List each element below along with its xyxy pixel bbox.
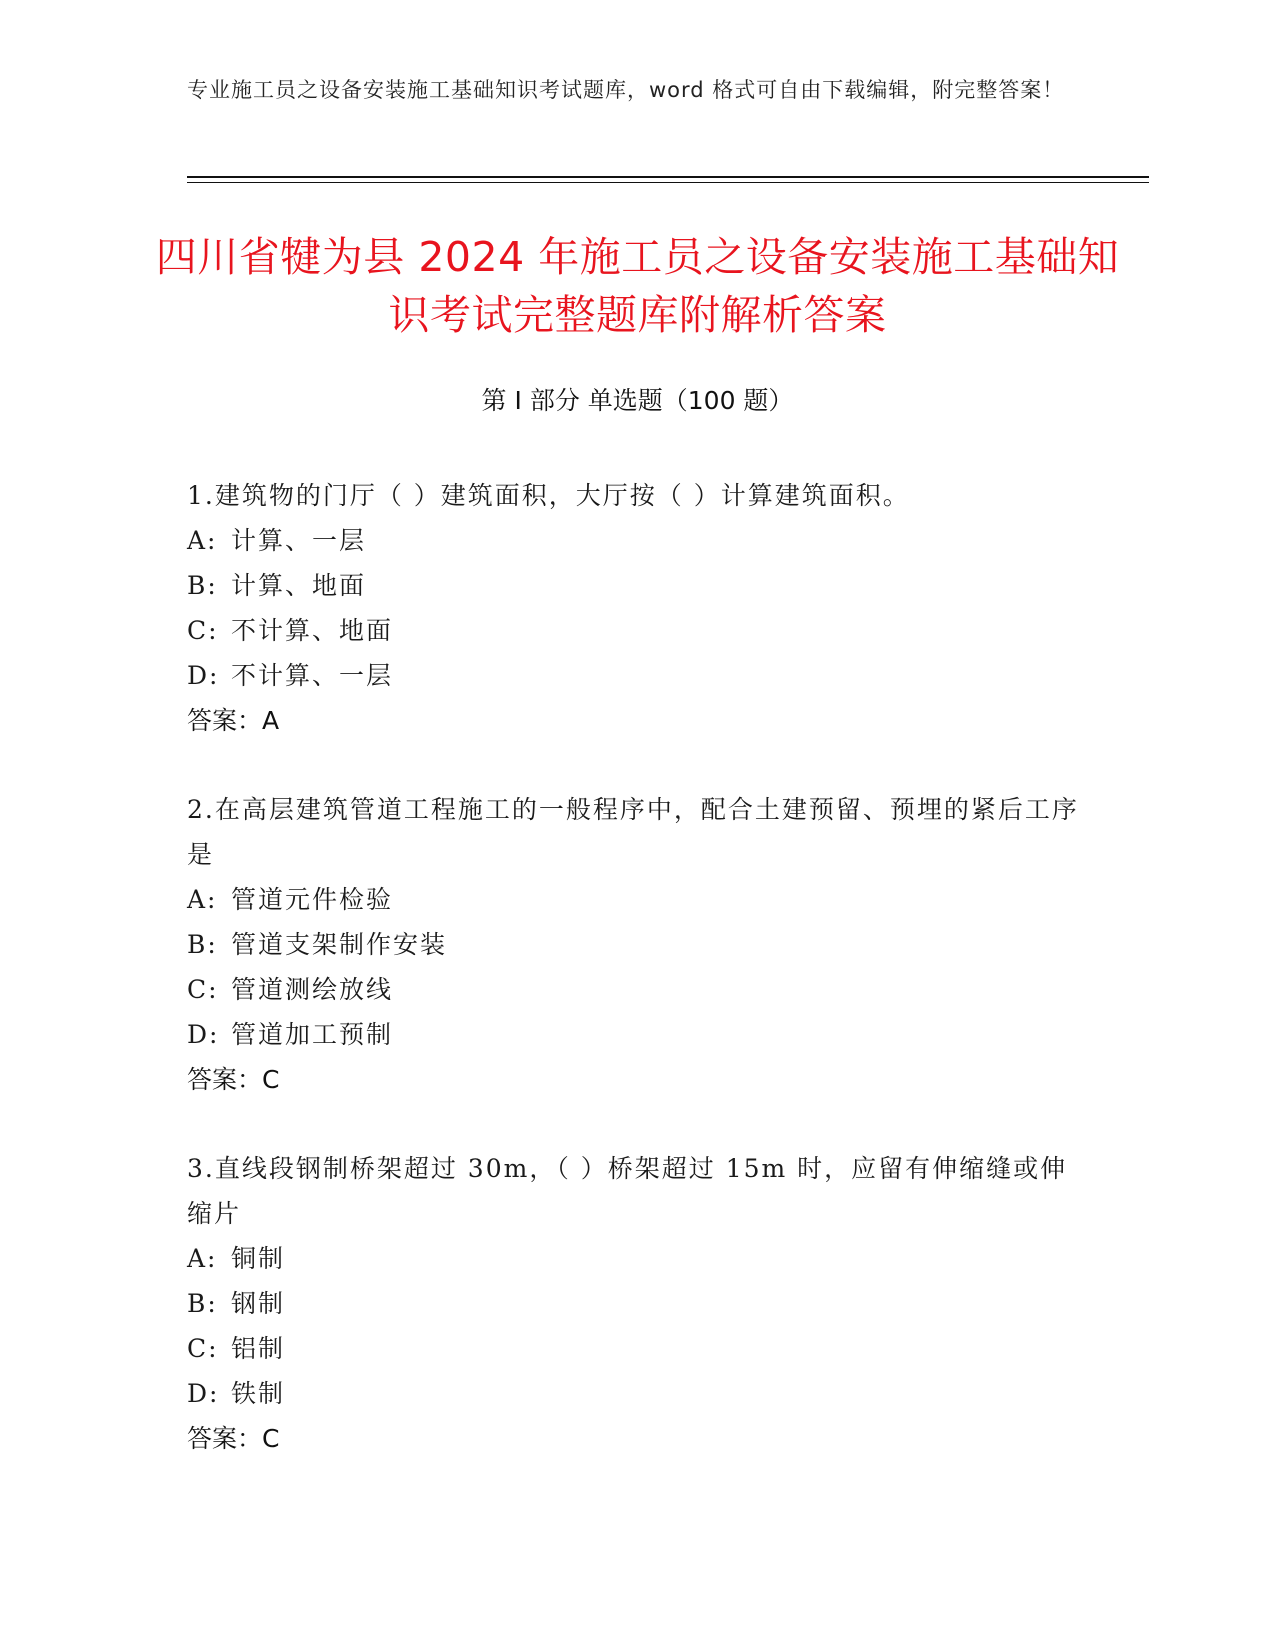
option-key: C: bbox=[187, 616, 219, 645]
question-stem: 1.建筑物的门厅（ ）建筑面积，大厅按（ ）计算建筑面积。 bbox=[187, 481, 910, 510]
option-key: B: bbox=[187, 930, 218, 959]
option-b bbox=[187, 563, 1087, 608]
option-key: D: bbox=[187, 1020, 220, 1049]
question-list bbox=[187, 473, 1087, 1505]
option-c bbox=[187, 608, 1087, 653]
question-3 bbox=[187, 1146, 1087, 1461]
answer-value: A bbox=[262, 706, 280, 735]
option-text: 管道元件检验 bbox=[231, 885, 394, 914]
option-key: A: bbox=[187, 885, 218, 914]
header-rule-thick bbox=[187, 176, 1149, 178]
option-c bbox=[187, 967, 1087, 1012]
answer-line bbox=[187, 698, 1087, 743]
option-b bbox=[187, 922, 1087, 967]
option-b bbox=[187, 1281, 1087, 1326]
option-text: 铁制 bbox=[231, 1379, 286, 1408]
option-text: 计算、一层 bbox=[231, 526, 367, 555]
option-text: 铝制 bbox=[231, 1334, 286, 1363]
option-key: D: bbox=[187, 661, 220, 690]
question-stem: 2.在高层建筑管道工程施工的一般程序中，配合土建预留、预埋的紧后工序是 bbox=[187, 795, 1079, 869]
option-d bbox=[187, 1012, 1087, 1057]
option-text: 管道测绘放线 bbox=[231, 975, 394, 1004]
option-key: B: bbox=[187, 1289, 218, 1318]
option-key: C: bbox=[187, 975, 219, 1004]
question-stem: 3.直线段钢制桥架超过 30m，（ ）桥架超过 15m 时，应留有伸缩缝或伸缩片 bbox=[187, 1154, 1068, 1228]
answer-label: 答案： bbox=[187, 1424, 263, 1453]
answer-value: C bbox=[262, 1424, 280, 1453]
section-title: 第 I 部分 单选题（100 题） bbox=[481, 386, 794, 415]
option-a bbox=[187, 877, 1087, 922]
option-d bbox=[187, 1371, 1087, 1416]
header-note: 专业施工员之设备安装施工基础知识考试题库，word 格式可自由下载编辑，附完整答案！ bbox=[187, 78, 1065, 102]
option-key: D: bbox=[187, 1379, 220, 1408]
option-text: 不计算、一层 bbox=[231, 661, 394, 690]
option-text: 不计算、地面 bbox=[231, 616, 394, 645]
option-text: 管道加工预制 bbox=[231, 1020, 394, 1049]
answer-line bbox=[187, 1416, 1087, 1461]
option-text: 计算、地面 bbox=[231, 571, 367, 600]
question-1 bbox=[187, 473, 1087, 743]
option-c bbox=[187, 1326, 1087, 1371]
header-rule-thin bbox=[187, 182, 1149, 183]
option-text: 铜制 bbox=[231, 1244, 286, 1273]
option-a bbox=[187, 518, 1087, 563]
answer-label: 答案： bbox=[187, 1065, 263, 1094]
answer-label: 答案： bbox=[187, 706, 263, 735]
option-a bbox=[187, 1236, 1087, 1281]
option-text: 钢制 bbox=[231, 1289, 286, 1318]
option-key: B: bbox=[187, 571, 218, 600]
answer-line bbox=[187, 1057, 1087, 1102]
option-d bbox=[187, 653, 1087, 698]
option-key: A: bbox=[187, 1244, 218, 1273]
question-2 bbox=[187, 787, 1087, 1102]
option-key: C: bbox=[187, 1334, 219, 1363]
option-text: 管道支架制作安装 bbox=[231, 930, 448, 959]
answer-value: C bbox=[262, 1065, 280, 1094]
option-key: A: bbox=[187, 526, 218, 555]
document-title: 四川省犍为县 2024 年施工员之设备安装施工基础知识考试完整题库附解析答案 bbox=[155, 233, 1120, 339]
